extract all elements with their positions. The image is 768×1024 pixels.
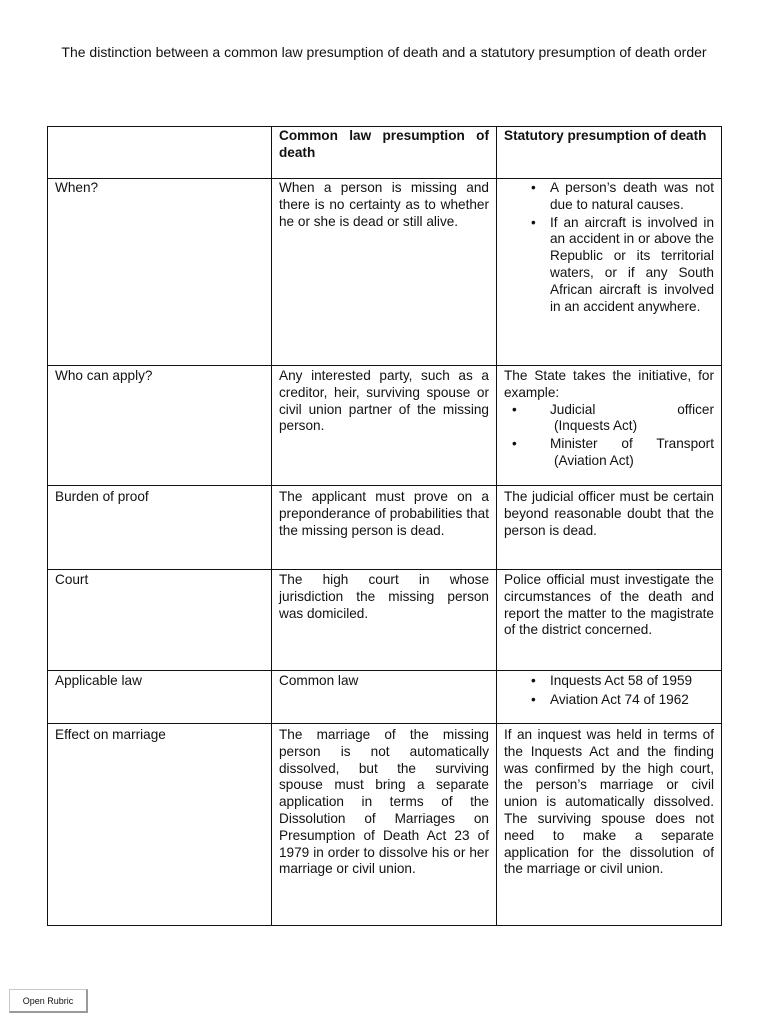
table-header-row	[48, 127, 722, 179]
law-statutory-list	[504, 673, 714, 709]
row-label-burden: Burden of proof	[48, 486, 272, 570]
when-statutory	[497, 179, 722, 366]
list-item	[504, 673, 714, 690]
bullet-subtext: (Aviation Act)	[554, 452, 634, 468]
law-statutory	[497, 671, 722, 724]
effect-statutory: If an inquest was held in terms of the Inquests Act and the finding was confirmed by the high court, the person’s marriage or civil union is automatically dissolved. The surviving spouse does not need to make a separate application for the dissolution of the marriage or civil union.	[497, 724, 722, 926]
who-statutory-intro: The State takes the initiative, for example:	[504, 368, 714, 400]
header-statutory: Statutory presumption of death	[497, 127, 722, 179]
bullet-text: Judicial officer	[550, 401, 714, 417]
when-statutory-list	[504, 180, 714, 315]
bullet-icon: •	[531, 673, 536, 688]
header-common-law: Common law presumption of death	[272, 127, 497, 179]
table-row	[48, 179, 722, 366]
effect-common-law: The marriage of the missing person is not automatically dissolved, but the surviving spouse must bring a separate application in terms of the Dissolution of Marriages on Presumption of Death Act 23 of 1979 in order to dissolve his or her marriage or civil union.	[272, 724, 497, 926]
list-item	[504, 180, 714, 214]
burden-common-law: The applicant must prove on a preponderance of probabilities that the missing person is dead.	[272, 486, 497, 570]
comparison-table	[47, 126, 722, 926]
row-label-law: Applicable law	[48, 671, 272, 724]
burden-statutory: The judicial officer must be certain beyond reasonable doubt that the person is dead.	[497, 486, 722, 570]
when-common-law: When a person is missing and there is no certainty as to whether he or she is dead or still alive.	[272, 179, 497, 366]
list-item	[504, 215, 714, 316]
who-statutory	[497, 366, 722, 486]
open-rubric-button[interactable]: Open Rubric	[9, 989, 88, 1013]
row-label-when: When?	[48, 179, 272, 366]
bullet-icon: •	[531, 691, 536, 707]
bullet-icon: •	[512, 401, 517, 417]
row-label-who: Who can apply?	[48, 366, 272, 486]
bullet-text: If an aircraft is involved in an accident in or above the Republic or its territorial waters, or if any South African aircraft is involved in an accident anywhere.	[550, 214, 714, 314]
bullet-icon: •	[531, 214, 536, 230]
who-statutory-list	[504, 402, 714, 470]
list-item	[504, 402, 714, 436]
bullet-text: Inquests Act 58 of 1959	[550, 673, 693, 688]
bullet-text: A person’s death was not due to natural causes.	[550, 180, 714, 212]
table-row	[48, 671, 722, 724]
bullet-text: Minister of Transport	[550, 436, 714, 452]
court-common-law: The high court in whose jurisdiction the missing person was domiciled.	[272, 570, 497, 671]
row-label-effect: Effect on marriage	[48, 724, 272, 926]
table-row	[48, 486, 722, 570]
table-row	[48, 366, 722, 486]
bullet-icon: •	[512, 436, 517, 452]
law-common-law: Common law	[272, 671, 497, 724]
bullet-text: Aviation Act 74 of 1962	[550, 691, 689, 707]
header-empty-cell	[48, 127, 272, 179]
bullet-subtext: (Inquests Act)	[554, 418, 638, 434]
table-row	[48, 570, 722, 671]
table-row	[48, 724, 722, 926]
list-item	[504, 692, 714, 709]
row-label-court: Court	[48, 570, 272, 671]
court-statutory: Police official must investigate the circumstances of the death and report the matter to the magistrate of the district concerned.	[497, 570, 722, 671]
list-item	[504, 436, 714, 470]
document-title: The distinction between a common law presumption of death and a statutory presumption of death order	[61, 44, 707, 60]
bullet-icon: •	[531, 180, 536, 195]
who-common-law: Any interested party, such as a creditor, heir, surviving spouse or civil union partner of the missing person.	[272, 366, 497, 486]
